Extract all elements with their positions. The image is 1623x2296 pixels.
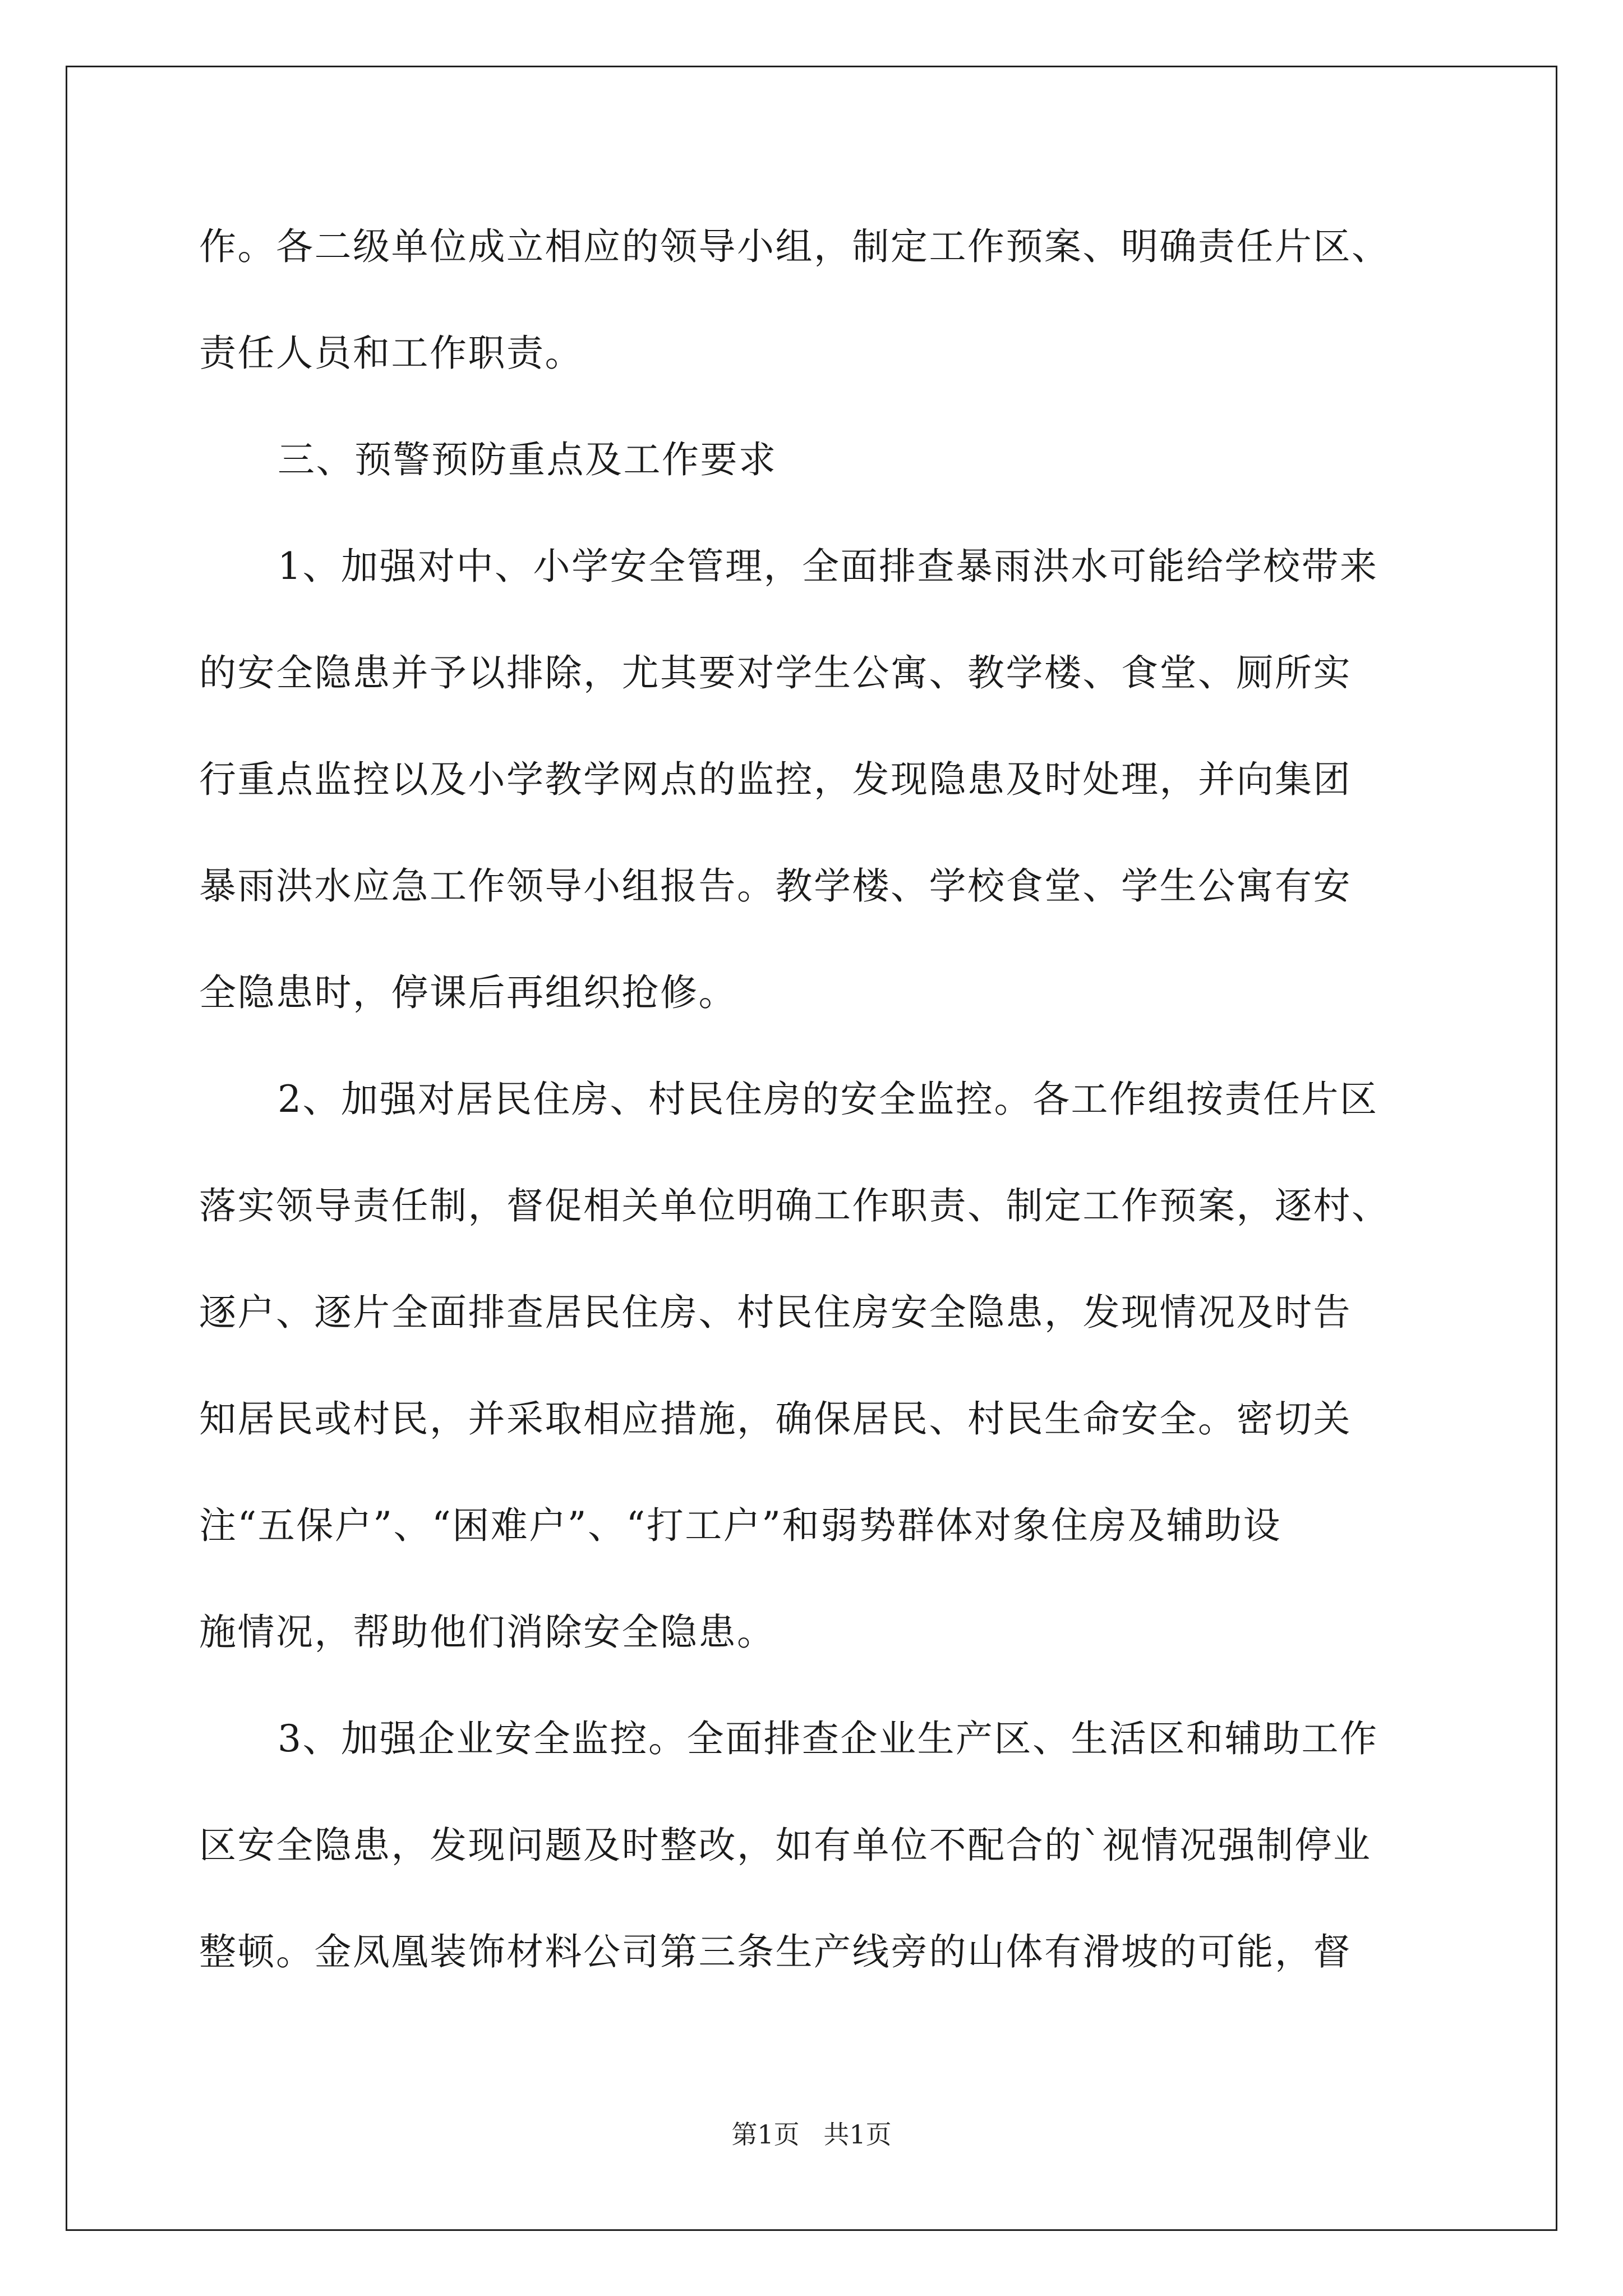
- text-line: 3、加强企业安全监控。全面排查企业生产区、生活区和辅助工作: [278, 1717, 1378, 1760]
- text-line: 逐户、逐片全面排查居民住房、村民住房安全隐患，发现情况及时告: [199, 1291, 1352, 1334]
- text-line: 责任人员和工作职责。: [199, 332, 583, 375]
- text-line: 整顿。金凤凰装饰材料公司第三条生产线旁的山体有滑坡的可能，督: [199, 1930, 1352, 1973]
- page-number: 第1页: [731, 2119, 800, 2150]
- text-line: 2、加强对居民住房、村民住房的安全监控。各工作组按责任片区: [278, 1078, 1378, 1121]
- text-line: 暴雨洪水应急工作领导小组报告。教学楼、学校食堂、学生公寓有安: [199, 864, 1352, 908]
- text-line: 落实领导责任制，督促相关单位明确工作职责、制定工作预案，逐村、: [199, 1184, 1390, 1227]
- document-body: [199, 194, 1427, 2005]
- text-line: 全隐患时，停课后再组织抢修。: [199, 971, 737, 1014]
- text-line: 的安全隐患并予以排除，尤其要对学生公寓、教学楼、食堂、厕所实: [199, 651, 1352, 694]
- text-line: 1、加强对中、小学安全管理，全面排查暴雨洪水可能给学校带来: [278, 545, 1378, 588]
- text-line: 施情况，帮助他们消除安全隐患。: [199, 1611, 776, 1654]
- text-line: 区安全隐患，发现问题及时整改，如有单位不配合的`视情况强制停业: [199, 1824, 1372, 1867]
- page-total: 共1页: [823, 2119, 892, 2150]
- text-line: 行重点监控以及小学教学网点的监控，发现隐患及时处理，并向集团: [199, 758, 1352, 801]
- page-footer: [0, 2118, 1623, 2151]
- text-line: 注“五保户”、“困难户”、“打工户”和弱势群体对象住房及辅助设: [199, 1504, 1281, 1547]
- text-line: 知居民或村民，并采取相应措施，确保居民、村民生命安全。密切关: [199, 1397, 1352, 1441]
- text-line: 三、预警预防重点及工作要求: [278, 438, 777, 481]
- text-line: 作。各二级单位成立相应的领导小组，制定工作预案、明确责任片区、: [199, 225, 1390, 268]
